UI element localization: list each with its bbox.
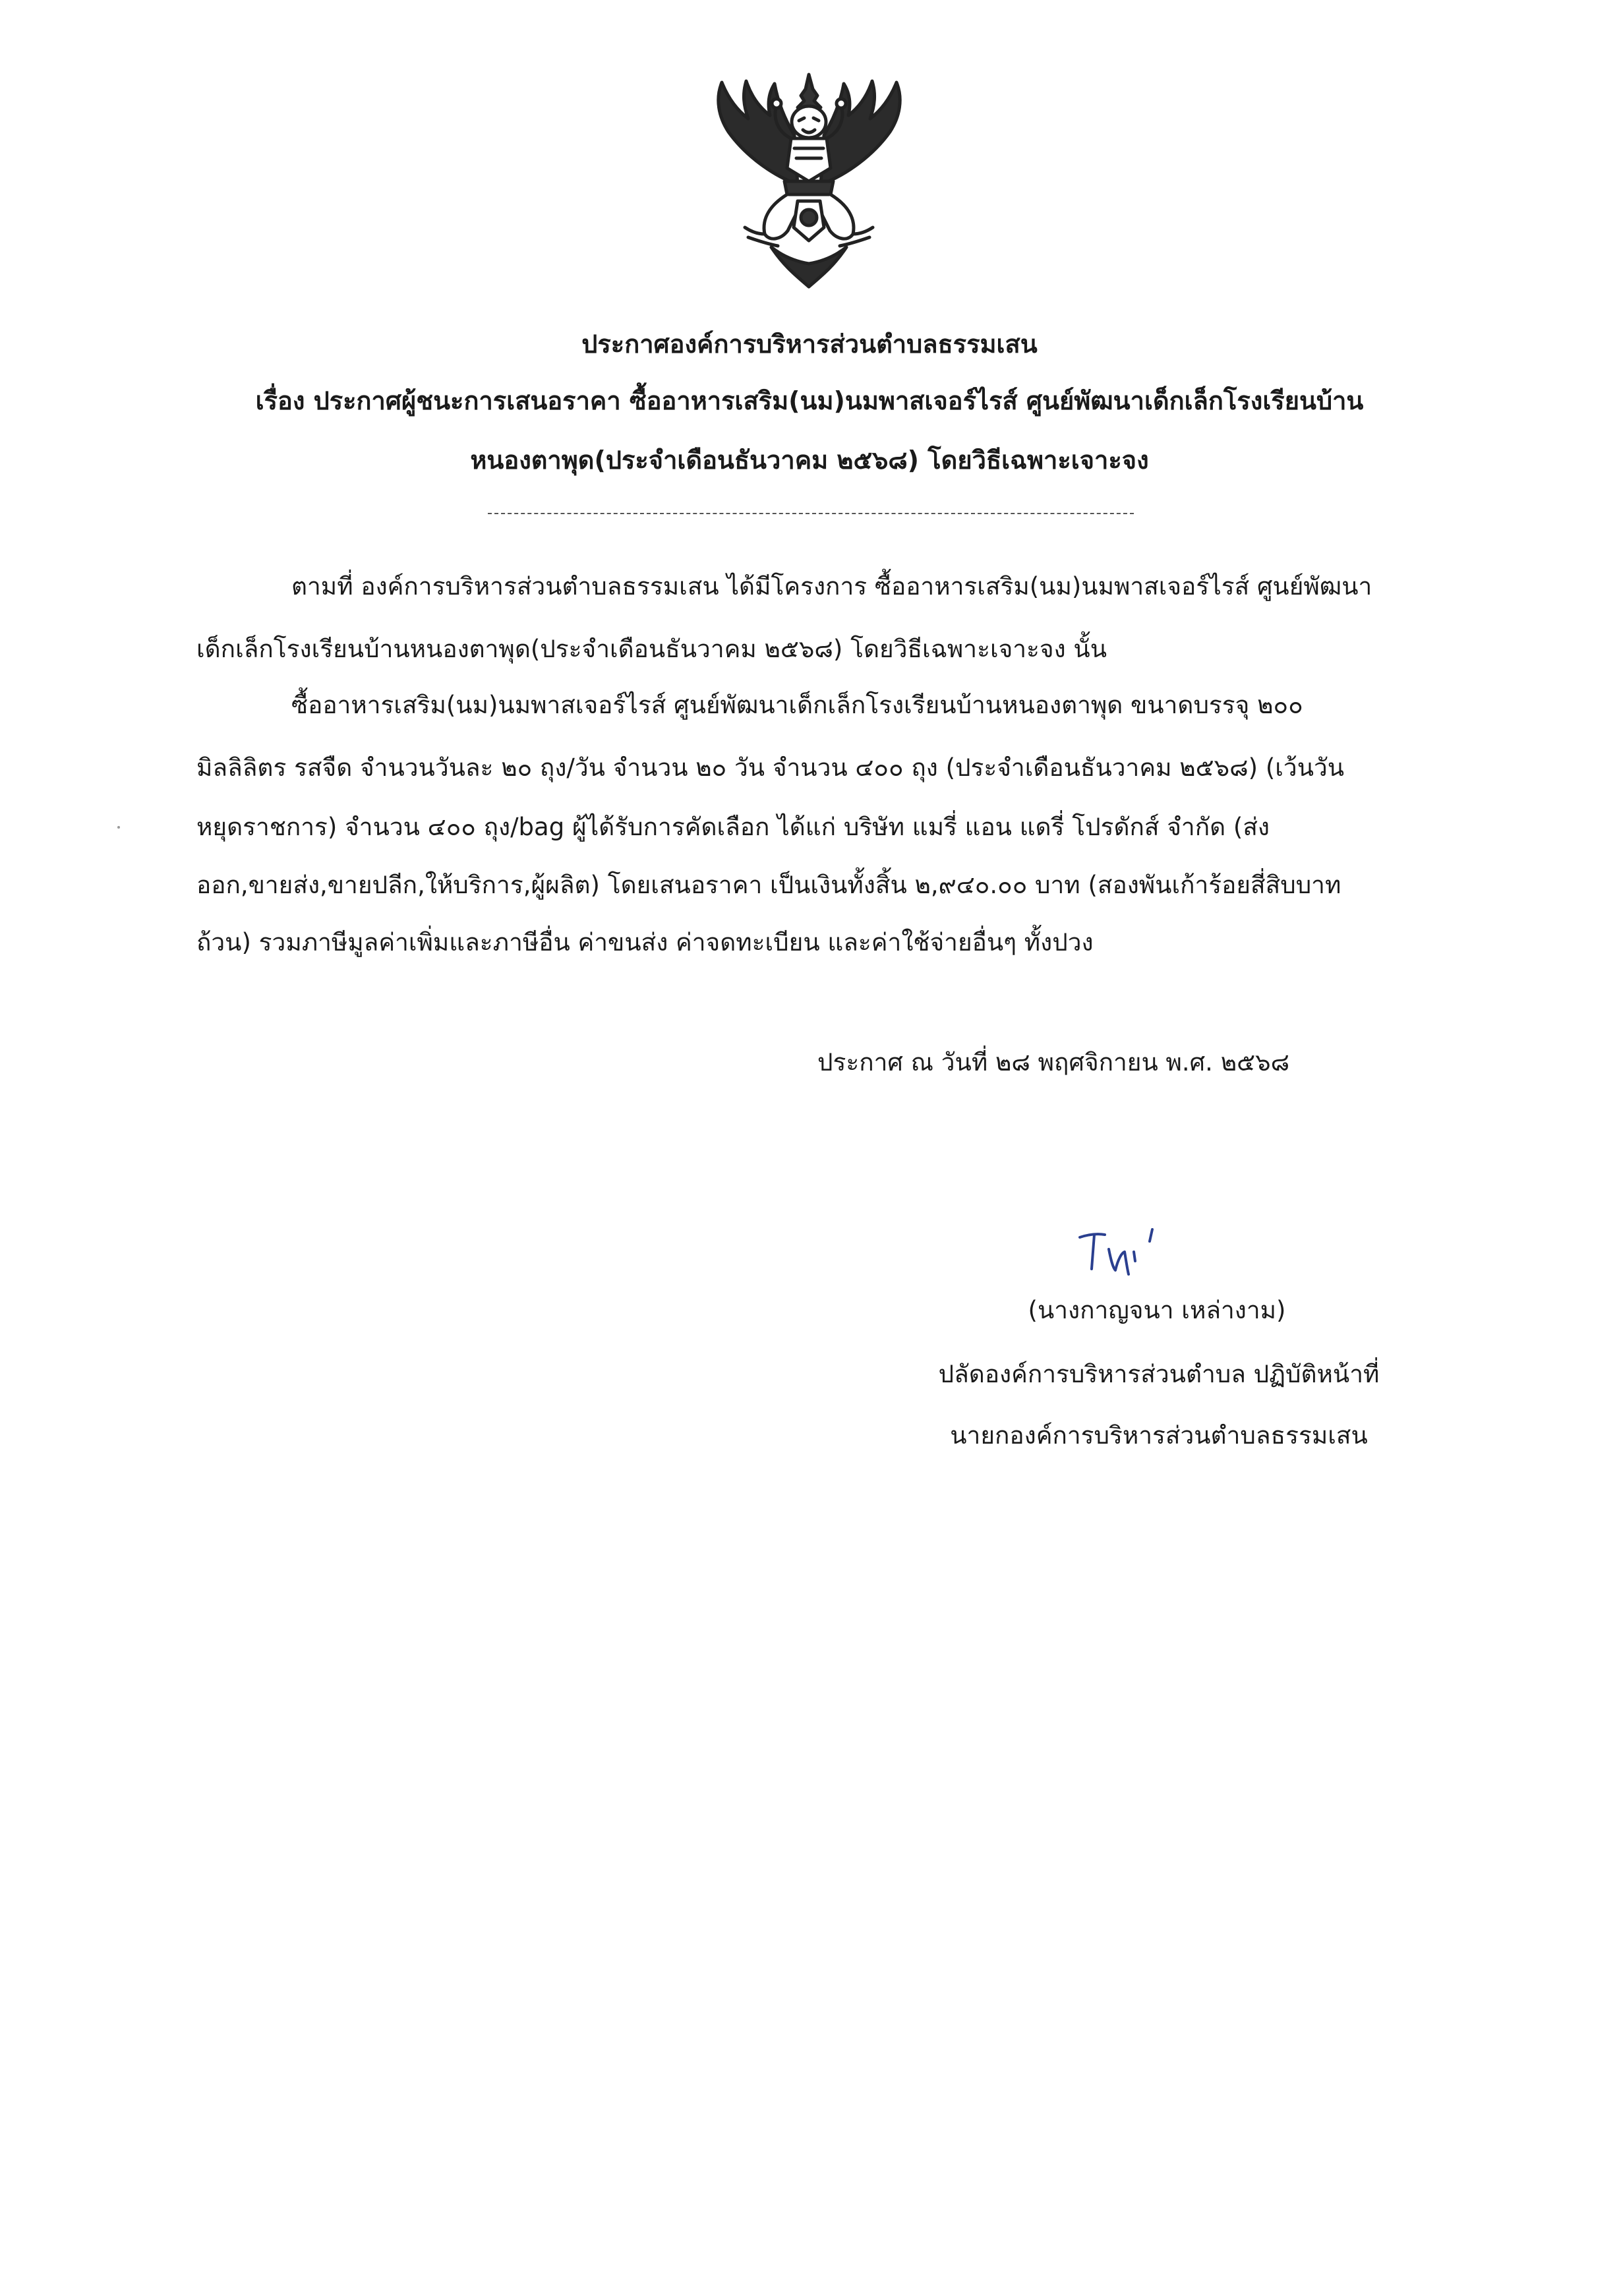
announcement-title: ประกาศองค์การบริหารส่วนตำบลธรรมเสน [581,330,1038,359]
announcement-subject-line-1: เรื่อง ประกาศผู้ชนะการเสนอราคา ซื้ออาหารเสริม(นม)นมพาสเจอร์ไรส์ ศูนย์พัฒนาเด็กเล็กโรงเรียนบ้าน [255,386,1364,415]
paragraph-2-line-2: มิลลิลิตร รสจืด จำนวนวันละ ๒๐ ถุง/วัน จำนวน ๒๐ วัน จำนวน ๔๐๐ ถุง (ประจำเดือนธันวาคม ๒๕๖๘) (เว้นวัน [196,753,1345,782]
garuda-emblem-icon [699,69,920,297]
signatory-position-line-1: ปลัดองค์การบริหารส่วนตำบล ปฏิบัติหน้าที่ [938,1360,1380,1388]
announcement-subject-line-2: หนองตาพุด(ประจำเดือนธันวาคม ๒๕๖๘) โดยวิธีเฉพาะเจาะจง [470,446,1149,475]
scan-speck [117,826,120,829]
announcement-date: ประกาศ ณ วันที่ ๒๘ พฤศจิกายน พ.ศ. ๒๕๖๘ [817,1048,1290,1076]
signatory-position-line-2: นายกองค์การบริหารส่วนตำบลธรรมเสน [950,1421,1368,1450]
paragraph-2-line-4: ออก,ขายส่ง,ขายปลีก,ให้บริการ,ผู้ผลิต) โดยเสนอราคา เป็นเงินทั้งสิ้น ๒,๙๔๐.๐๐ บาท (สองพันเก้าร้อยสี่สิบบาท [196,871,1341,899]
paragraph-1-line-2: เด็กเล็กโรงเรียนบ้านหนองตาพุด(ประจำเดือนธันวาคม ๒๕๖๘) โดยวิธีเฉพาะเจาะจง นั้น [196,635,1107,663]
paragraph-2-line-3: หยุดราชการ) จำนวน ๔๐๐ ถุง/bag ผู้ได้รับการคัดเลือก ได้แก่ บริษัท แมรี่ แอน แดรี่ โปรดักส์ จำกัด (ส่ง [196,813,1270,841]
handwritten-signature-icon [1074,1223,1193,1282]
paragraph-2-line-1: ซื้ออาหารเสริม(นม)นมพาสเจอร์ไรส์ ศูนย์พัฒนาเด็กเล็กโรงเรียนบ้านหนองตาพุด ขนาดบรรจุ ๒๐๐ [291,691,1303,719]
signatory-name: (นางกาญจนา เหล่างาม) [1028,1296,1286,1324]
paragraph-2-line-5: ถ้วน) รวมภาษีมูลค่าเพิ่มและภาษีอื่น ค่าขนส่ง ค่าจดทะเบียน และค่าใช้จ่ายอื่นๆ ทั้งปวง [196,928,1094,957]
paragraph-1-line-1: ตามที่ องค์การบริหารส่วนตำบลธรรมเสน ได้มีโครงการ ซื้ออาหารเสริม(นม)นมพาสเจอร์ไรส์ ศูนย์พัฒนา [291,572,1372,601]
header-separator [488,513,1134,514]
